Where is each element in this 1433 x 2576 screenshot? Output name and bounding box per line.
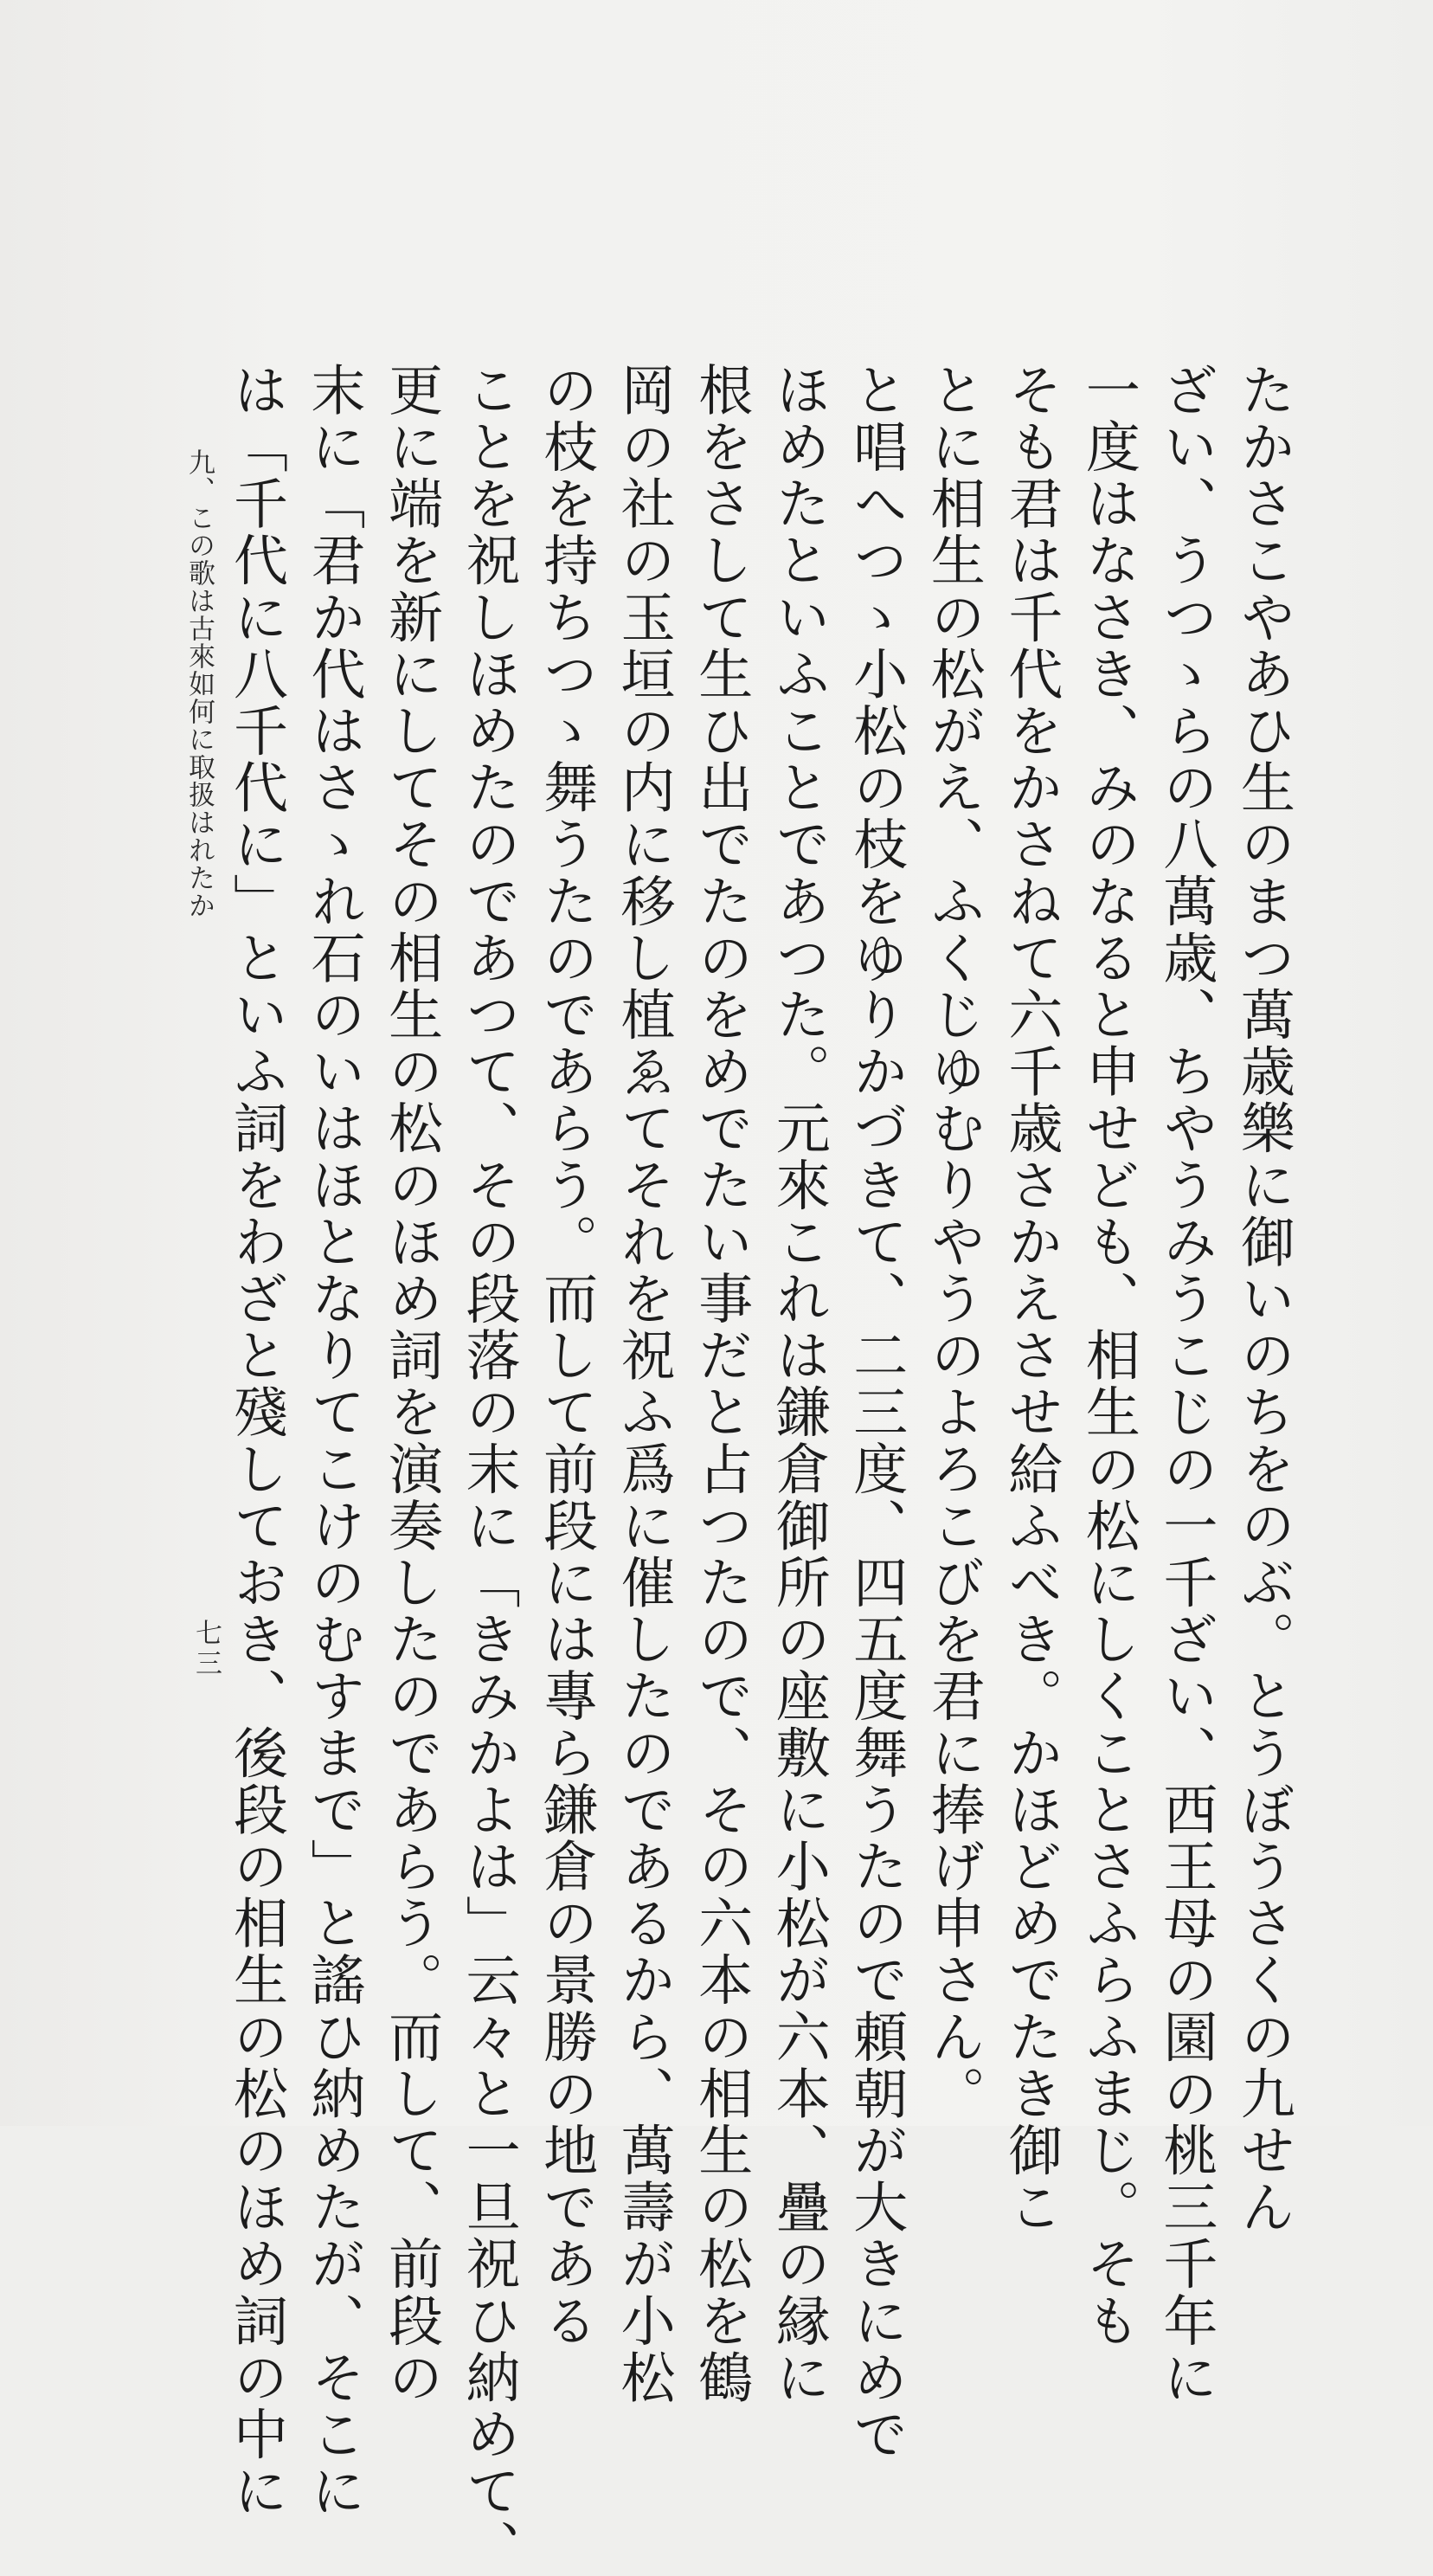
page-number: 七三 <box>190 1619 222 1679</box>
text-column: とに相生の松がえ、ふくじゆむりやうのよろこびを君に捧げ申さん。 <box>922 362 986 2122</box>
text-column: 更に端を新にしてその相生の松のほめ詞を演奏したのであらう。而して、前段の <box>380 362 444 2406</box>
text-column: は「千代に八千代に」といふ詞をわざと殘しておき、後段の相生の松のほめ詞の中に <box>225 362 288 2520</box>
text-column: ことを祝しほめたのであつて、その段落の末に「きみかよは」云々と一旦祝ひ納めて、 <box>457 362 521 2576</box>
vertical-body-text <box>225 362 1295 2576</box>
running-header-caption: 九、この歌は古來如何に取扱はれたか <box>183 448 215 919</box>
text-column: 岡の社の玉垣の内に移し植ゑてそれを祝ふ爲に催したのであるから、萬壽が小松 <box>612 362 676 2406</box>
text-column: たかさこやあひ生のまつ萬歳樂に御いのちをのぶ。とうぼうさくの九せん <box>1231 362 1295 2236</box>
text-column: ざい、うつゝらの八萬歳、ちやうみうこじの一千ざい、西王母の園の桃三千年に <box>1154 362 1218 2406</box>
text-column: 末に「君か代はさゝれ石のいはほとなりてこけのむすまで」と謠ひ納めたが、そこに <box>302 362 366 2520</box>
text-column: の枝を持ちつゝ舞うたのであらう。而して前段には專ら鎌倉の景勝の地である <box>535 362 599 2349</box>
text-column: そも君は千代をかさねて六千歳さかえさせ給ふべき。かほどめでたき御こ <box>999 362 1064 2236</box>
text-column: と唱へつゝ小松の枝をゆりかづきて、二三度、四五度舞うたので頼朝が大きにめで <box>845 362 909 2463</box>
text-column: 根をさして生ひ出でたのをめでたい事だと占つたので、その六本の相生の松を鶴 <box>690 362 754 2406</box>
text-column: 一度はなさき、みのなると申せども、相生の松にしくことさふらふまじ。そも <box>1076 362 1141 2349</box>
text-column: ほめたといふことであつた。元來これは鎌倉御所の座敷に小松が六本、疊の縁に <box>767 362 831 2406</box>
